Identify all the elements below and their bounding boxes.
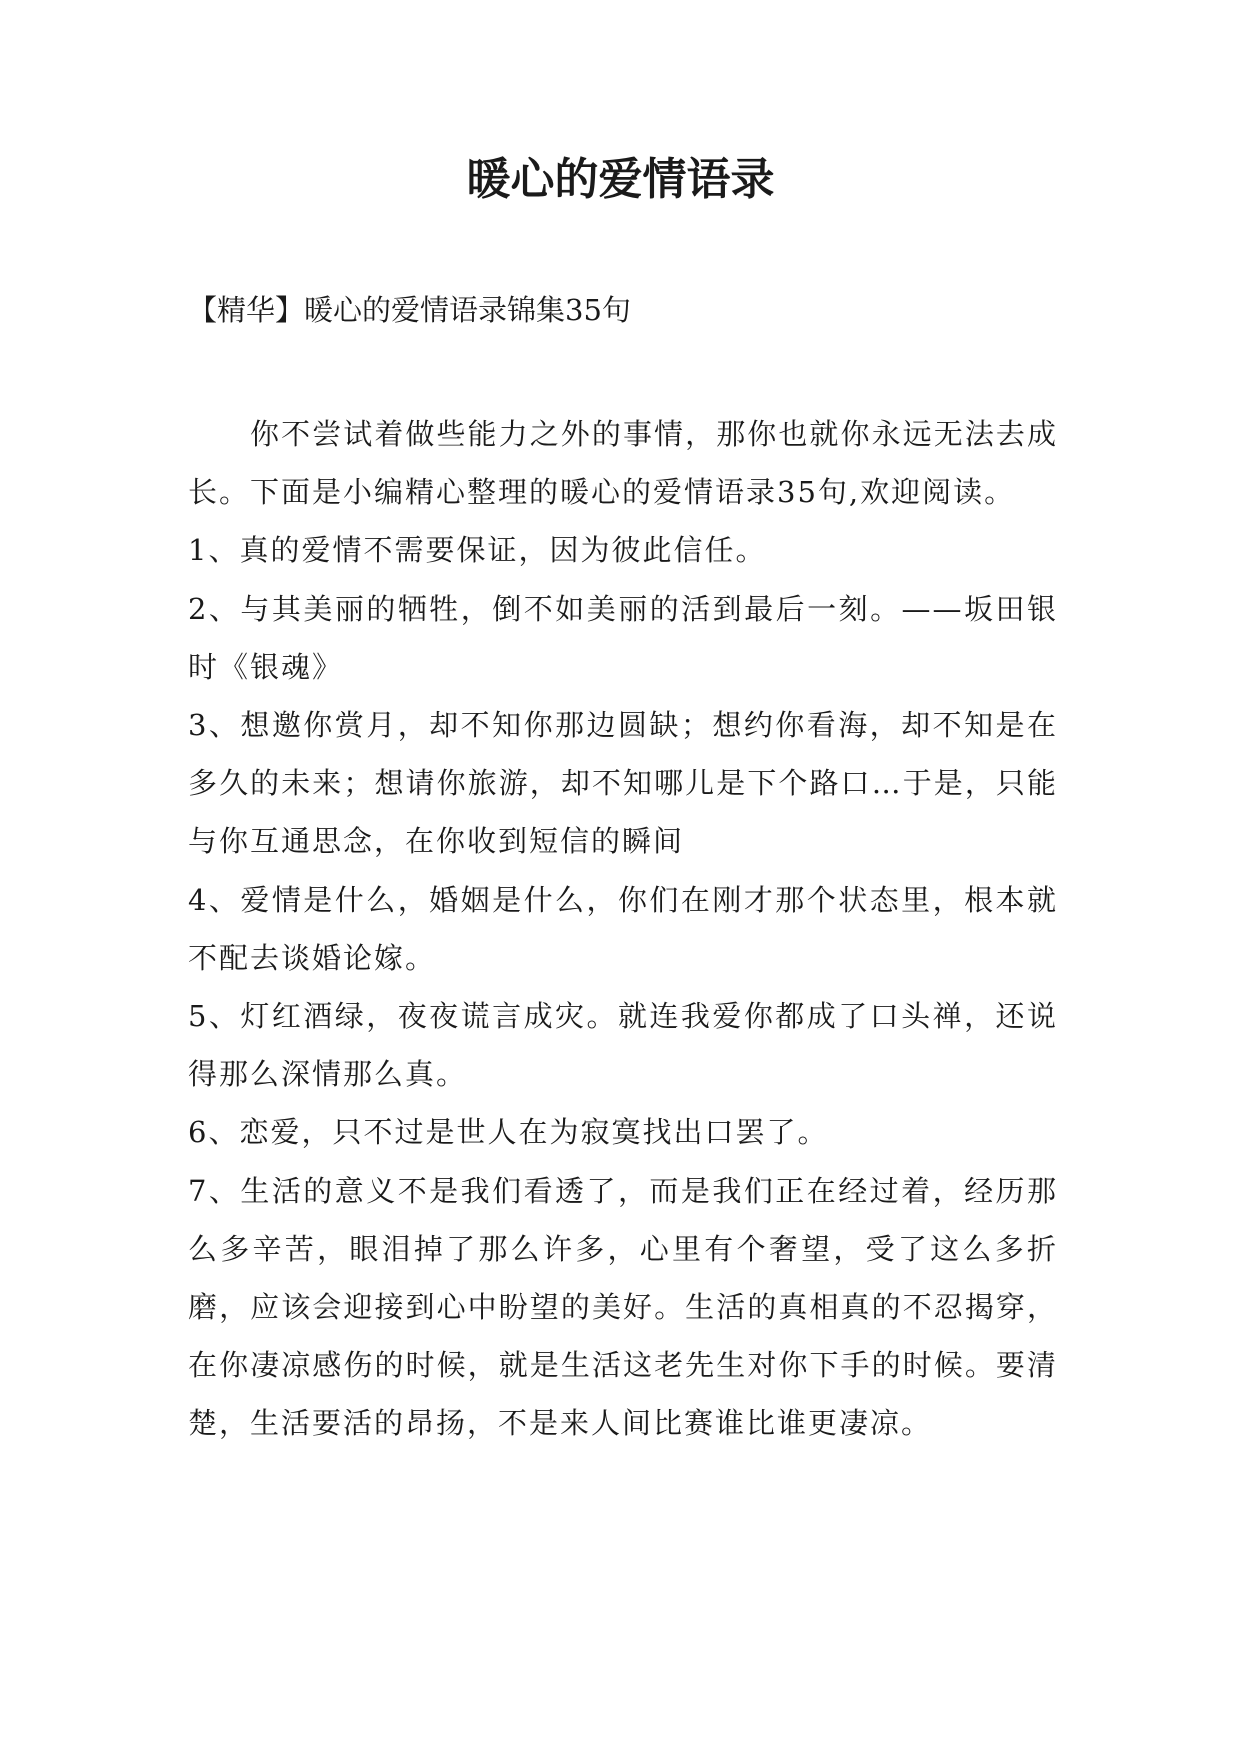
quote-item-6: 6、恋爱，只不过是世人在为寂寞找出口罢了。 [188, 1115, 829, 1150]
quote-item-2: 2、与其美丽的牺牲，倒不如美丽的活到最后一刻。——坂田银时《银魂》 [188, 591, 1058, 684]
intro-paragraph: 你不尝试着做些能力之外的事情，那你也就你永远无法去成长。下面是小编精心整理的暖心的爱情语录35句,欢迎阅读。 [188, 417, 1058, 510]
quote-item-1: 1、真的爱情不需要保证，因为彼此信任。 [188, 533, 767, 568]
quote-item-4: 4、爱情是什么，婚姻是什么，你们在刚才那个状态里，根本就不配去谈婚论嫁。 [188, 882, 1058, 975]
document-title: 暖心的爱情语录 [466, 154, 775, 205]
quote-item-5: 5、灯红酒绿，夜夜谎言成灾。就连我爱你都成了口头禅，还说得那么深情那么真。 [188, 999, 1058, 1092]
quote-item-7: 7、生活的意义不是我们看透了，而是我们正在经过着，经历那么多辛苦，眼泪掉了那么许多，心里有个奢望，受了这么多折磨，应该会迎接到心中盼望的美好。生活的真相真的不忍揭穿，在你凄凉感伤的时候，就是生活这老先生对你下手的时候。要清楚，生活要活的昂扬，不是来人间比赛谁比谁更凄凉。 [188, 1173, 1058, 1441]
document-subtitle: 【精华】暖心的爱情语录锦集35句 [188, 293, 631, 327]
quote-item-3: 3、想邀你赏月，却不知你那边圆缺；想约你看海，却不知是在多久的未来；想请你旅游，却不知哪儿是下个路口…于是，只能与你互通思念，在你收到短信的瞬间 [188, 708, 1058, 859]
document-body [188, 405, 1058, 1453]
